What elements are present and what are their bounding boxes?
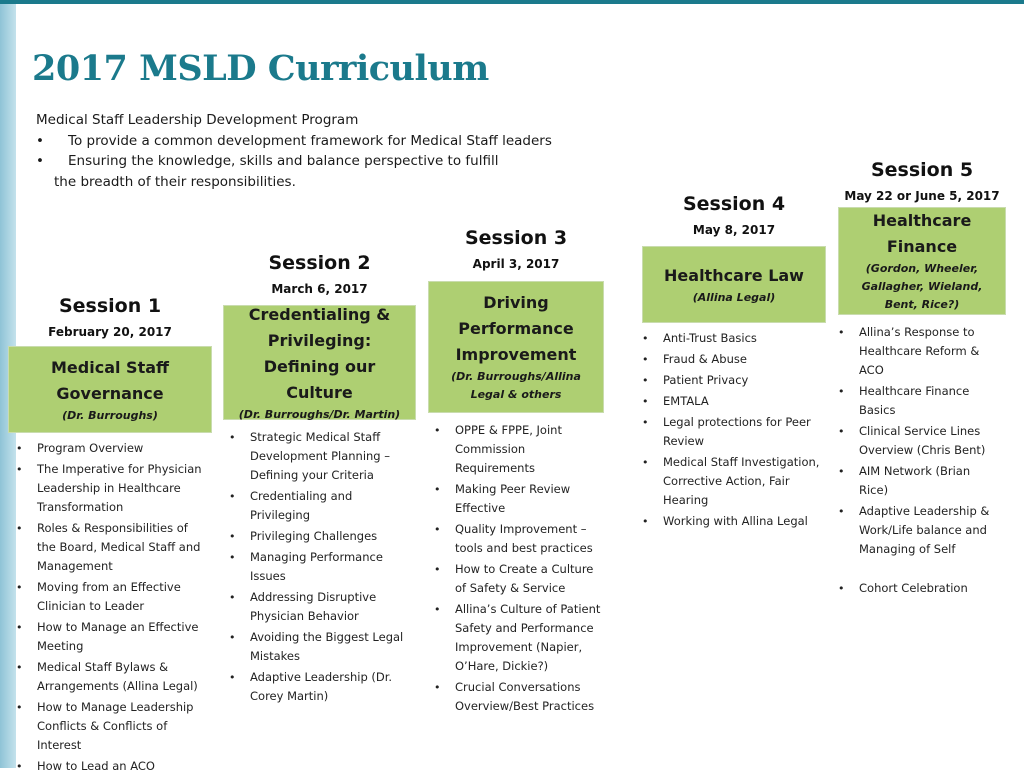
bullet-dot: • (36, 132, 44, 149)
topic-item: • Credentialing and Privileging (221, 487, 411, 525)
session-topic-box (8, 346, 212, 433)
session-header (642, 192, 826, 239)
session-topics-list (221, 428, 411, 708)
topic-item: • Adaptive Leadership (Dr. Corey Martin) (221, 668, 411, 706)
session-title: Session 4 (682, 193, 786, 215)
session-title: Session 5 (870, 159, 974, 181)
topic-item: • Clinical Service Lines Overview (Chris Bent) (830, 422, 1002, 460)
session-topics-list (634, 329, 824, 533)
session-topics-list (830, 323, 1002, 600)
topic-item: • Working with Allina Legal (634, 512, 824, 531)
topic-item: • Roles & Responsibilities of the Board, Medical Staff and Management (8, 519, 208, 576)
session-topic-title: Healthcare Law (664, 265, 804, 285)
session-header (8, 294, 212, 341)
topic-item: • Quality Improvement – tools and best practices (426, 520, 602, 558)
topic-item: • Patient Privacy (634, 371, 824, 390)
topic-item: • Avoiding the Biggest Legal Mistakes (221, 628, 411, 666)
session-topics-list (8, 439, 208, 778)
topic-item: • Moving from an Effective Clinician to Leader (8, 578, 208, 616)
bullet-dot: • (36, 153, 44, 169)
session-title: Session 2 (268, 252, 371, 274)
session-topic-title: Medical Staff Governance (51, 357, 169, 403)
top-accent-bar (0, 0, 1024, 4)
intro-bullet (36, 151, 552, 172)
session-topic-title: Credentialing & Privileging: Defining our Culture (248, 304, 391, 402)
session-topic-title: Healthcare Finance (872, 211, 972, 256)
session-date: May 22 or June 5, 2017 (844, 189, 1000, 203)
topic-item: • The Imperative for Physician Leadership in Healthcare Transformation (8, 460, 208, 517)
session-title: Session 1 (58, 295, 162, 317)
topic-item: • Allina’s Response to Healthcare Reform & ACO (830, 323, 1002, 380)
topic-item: • Crucial Conversations Overview/Best Practices (426, 678, 602, 716)
session-header (838, 158, 1006, 205)
topic-item: • Addressing Disruptive Physician Behavior (221, 588, 411, 626)
session-presenter: (Allina Legal) (692, 290, 776, 304)
topic-item: • AIM Network (Brian Rice) (830, 462, 1002, 500)
session-topic-title: Driving Performance Improvement (455, 293, 577, 364)
page-title: 2017 MSLD Curriculum (32, 48, 489, 89)
intro-continuation: the breadth of their responsibilities. (54, 173, 296, 190)
session-date: April 3, 2017 (472, 257, 560, 271)
session-presenter: (Dr. Burroughs/Dr. Martin) (238, 407, 401, 421)
topic-item: • How to Manage an Effective Meeting (8, 618, 208, 656)
topic-item: • How to Create a Culture of Safety & Service (426, 560, 602, 598)
topic-item: • Privileging Challenges (221, 527, 411, 546)
topic-item: • OPPE & FPPE, Joint Commission Requirements (426, 421, 602, 478)
session-topic-box (428, 281, 604, 413)
topic-item: • Allina’s Culture of Patient Safety and Performance Improvement (Napier, O’Hare, Dickie?) (426, 600, 602, 676)
intro-bullet (36, 131, 552, 152)
session-presenter: (Dr. Burroughs/Allina Legal & others (451, 370, 581, 401)
topic-item: • Legal protections for Peer Review (634, 413, 824, 451)
session-date: February 20, 2017 (48, 325, 172, 339)
topic-item: • Making Peer Review Effective (426, 480, 602, 518)
topic-item: • Healthcare Finance Basics (830, 382, 1002, 420)
session-header (223, 251, 416, 298)
session-topics-list (426, 421, 602, 718)
topic-item: • Medical Staff Investigation, Corrective Action, Fair Hearing (634, 453, 824, 510)
session-topic-box (223, 305, 416, 420)
topic-item: • Cohort Celebration (830, 579, 1002, 598)
session-date: May 8, 2017 (692, 223, 776, 237)
topic-item: • Medical Staff Bylaws & Arrangements (Allina Legal) (8, 658, 208, 696)
intro-text (36, 110, 552, 192)
intro-bullet-text: To provide a common development framework for Medical Staff leaders (68, 132, 552, 149)
topic-item: • How to Lead an ACO (8, 757, 208, 776)
topic-item: • Fraud & Abuse (634, 350, 824, 369)
session-topic-box (642, 246, 826, 323)
session-presenter: (Gordon, Wheeler, Gallagher, Wieland, Bent, Rice?) (861, 262, 983, 311)
program-name: Medical Staff Leadership Development Program (36, 112, 359, 128)
session-presenter: (Dr. Burroughs) (62, 408, 158, 422)
topic-item: • Strategic Medical Staff Development Planning – Defining your Criteria (221, 428, 411, 485)
topic-item: • Program Overview (8, 439, 208, 458)
topic-item: • Adaptive Leadership & Work/Life balance and Managing of Self (830, 502, 1002, 559)
topic-item: • Anti-Trust Basics (634, 329, 824, 348)
session-header (428, 226, 604, 273)
intro-bullet-text: Ensuring the knowledge, skills and balance perspective to fulfill (68, 153, 499, 169)
topic-item: • EMTALA (634, 392, 824, 411)
session-title: Session 3 (464, 227, 568, 249)
session-date: March 6, 2017 (271, 282, 368, 296)
topic-item: • How to Manage Leadership Conflicts & Conflicts of Interest (8, 698, 208, 755)
session-topic-box (838, 207, 1006, 315)
topic-item: • Managing Performance Issues (221, 548, 411, 586)
